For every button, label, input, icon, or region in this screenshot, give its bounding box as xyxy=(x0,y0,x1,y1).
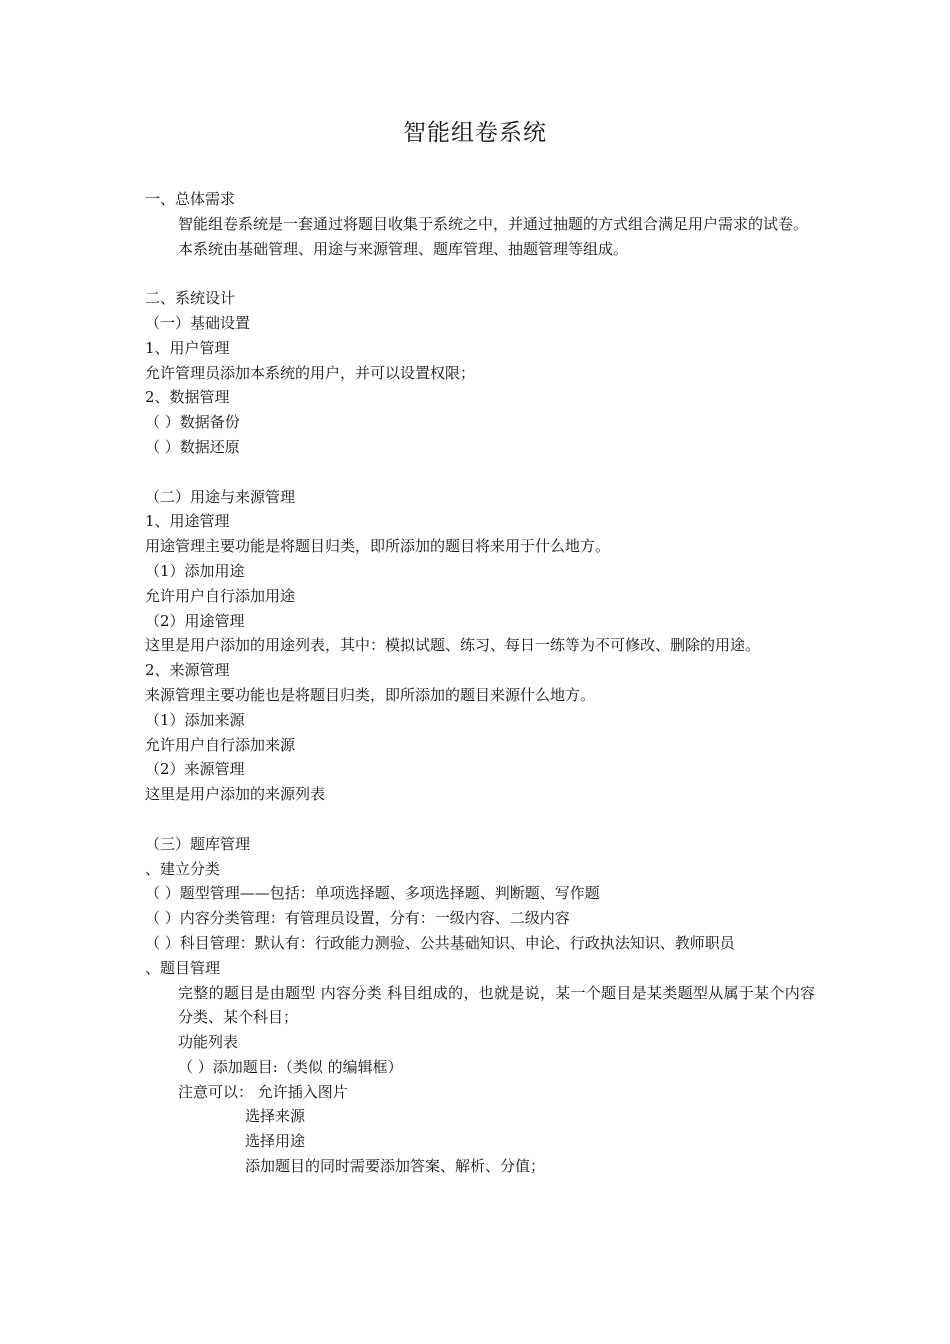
text-line: 允许用户自行添加用途 xyxy=(145,586,296,605)
blank-line xyxy=(145,807,815,832)
text-line: 二、系统设计 xyxy=(145,289,236,308)
text-line: 添加题目的同时需要添加答案、解析、分值； xyxy=(245,1157,546,1176)
text-line: 功能列表 xyxy=(178,1033,239,1052)
text-line: （ ）数据备份 xyxy=(145,413,240,432)
text-line: 本系统由基础管理、用途与来源管理、题库管理、抽题管理等组成。 xyxy=(178,239,629,258)
text-line: 来源管理主要功能也是将题目归类，即所添加的题目来源什么地方。 xyxy=(145,685,596,704)
text-line: （ ）数据还原 xyxy=(145,437,240,456)
text-line: （ ）添加题目:（类似 的编辑框） xyxy=(178,1057,403,1076)
text-line: 1、用途管理 xyxy=(145,512,230,531)
text-line: （1）添加来源 xyxy=(145,710,245,729)
blank-line xyxy=(145,261,815,286)
document-title: 智能组卷系统 xyxy=(403,120,547,146)
blank-line xyxy=(145,460,815,485)
text-line: 、题目管理 xyxy=(145,958,221,977)
text-line: （三）题库管理 xyxy=(145,834,251,853)
text-line: 、建立分类 xyxy=(145,859,221,878)
text-line: 2、来源管理 xyxy=(145,661,230,680)
text-line: （2）用途管理 xyxy=(145,611,245,630)
text-line: （2）来源管理 xyxy=(145,760,245,779)
text-line: （ ）内容分类管理：有管理员设置，分有：一级内容、二级内容 xyxy=(145,909,570,928)
text-line: 这里是用户添加的来源列表 xyxy=(145,785,326,804)
text-line: 1、用户管理 xyxy=(145,338,230,357)
text-line: （一）基础设置 xyxy=(145,313,251,332)
text-line: 智能组卷系统是一套通过将题目收集于系统之中，并通过抽题的方式组合满足用户需求的试卷。 xyxy=(178,214,809,233)
text-line: 2、数据管理 xyxy=(145,388,230,407)
text-line: 选择来源 xyxy=(245,1107,306,1126)
text-line: （ ）科目管理：默认有：行政能力测验、公共基础知识、申论、行政执法知识、教师职员 xyxy=(145,933,735,952)
text-line: 一、总体需求 xyxy=(145,190,236,208)
text-line: （ ）题型管理——包括：单项选择题、多项选择题、判断题、写作题 xyxy=(145,884,600,903)
text-line: 这里是用户添加的用途列表，其中：模拟试题、练习、每日一练等为不可修改、删除的用途。 xyxy=(145,636,761,655)
text-line: 选择用途 xyxy=(245,1132,306,1151)
document-body xyxy=(145,187,815,1179)
text-line: 允许用户自行添加来源 xyxy=(145,735,296,754)
text-line: 用途管理主要功能是将题目归类，即所添加的题目将来用于什么地方。 xyxy=(145,537,611,556)
text-line: 完整的题目是由题型 内容分类 科目组成的，也就是说，某一个题目是某类题型从属于某个内容分类、某个科目； xyxy=(178,983,815,1027)
text-line: 允许管理员添加本系统的用户，并可以设置权限； xyxy=(145,363,476,382)
text-line: 注意可以： 允许插入图片 xyxy=(178,1082,348,1101)
text-line: （1）添加用途 xyxy=(145,561,245,580)
text-line: （二）用途与来源管理 xyxy=(145,487,296,506)
